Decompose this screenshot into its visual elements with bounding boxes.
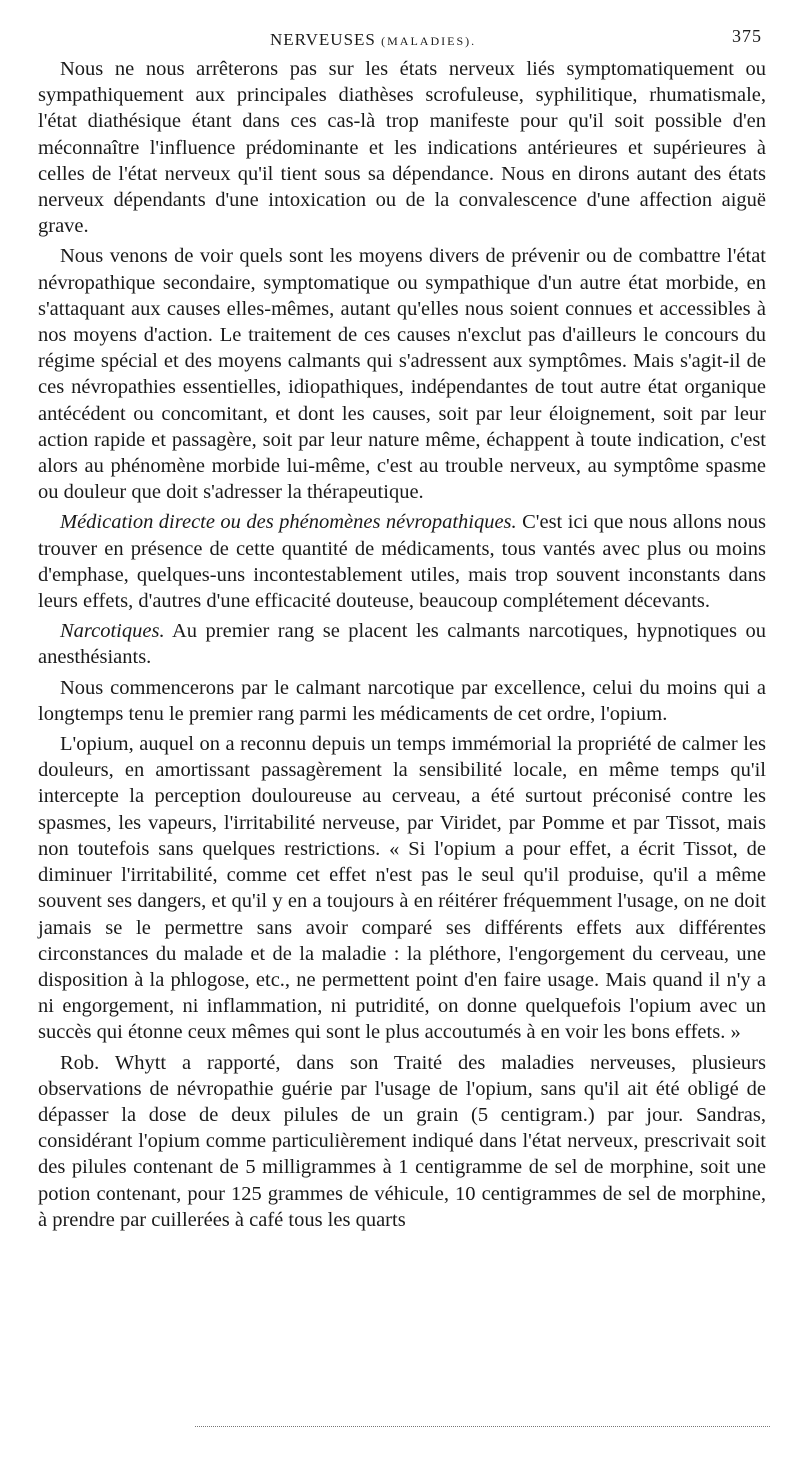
book-page xyxy=(38,20,766,1237)
paragraph-text: Nous commencerons par le calmant narcotique par excellence, celui du moins qui a longtemps tenu le premier rang parmi les médicaments de cet ordre, l'opium. xyxy=(38,676,766,725)
paragraph xyxy=(38,731,766,1045)
page-number: 375 xyxy=(732,26,762,46)
paragraph xyxy=(38,1050,766,1233)
paragraph-text: Rob. Whytt a rapporté, dans son Traité des maladies nerveuses, plusieurs observations de névropathie guérie par l'usage de l'opium, sans qu'il ait été obligé de dépasser la dose de deux pilules de un grain (5 centigram.) par jour. Sandras, considérant l'opium comme particulièrement indiqué dans l'état nerveux, prescrivait soit des pilules contenant de 5 milligrammes à 1 centigramme de sel de morphine, soit une potion contenant, pour 125 grammes de véhicule, 10 centigrammes de sel de morphine, à prendre par cuillerées à café tous les quarts xyxy=(38,1051,766,1231)
paragraph-lead: Médication directe ou des phénomènes névropathiques. xyxy=(60,511,517,534)
paragraph-text: Au premier rang se placent les calmants narcotiques, hypnotiques ou anesthésiants. xyxy=(38,620,766,669)
paragraph-text: Nous ne nous arrêterons pas sur les états nerveux liés symptomatiquement ou sympathiquement aux principales diathèses scrofuleuse, syphilitique, rhumatismale, l'état diathésique étant dans ces cas-là trop manifeste pour qu'il soit possible d'en méconnaître l'influence prédominante et les indications antérieures et supérieures à celles de l'état nerveux qu'il tient sous sa dépendance. Nous en dirons autant des états nerveux dépendants d'une intoxication ou de la convalescence d'une affection aiguë grave. xyxy=(38,58,766,238)
footer-dotted-rule xyxy=(195,1426,770,1427)
running-title xyxy=(270,30,476,50)
paragraph-text: C'est ici que nous allons nous trouver en présence de cette quantité de médicaments, tous vantés avec plus ou moins d'emphase, quelques-uns incontestablement utiles, mais trop souvent inconstants dans leurs effets, d'autres d'une efficacité douteuse, beaucoup complétement décevants. xyxy=(38,511,766,613)
running-title-sub: (MALADIES). xyxy=(381,34,477,48)
running-title-main: NERVEUSES xyxy=(270,30,376,49)
paragraph xyxy=(38,243,766,505)
body-text xyxy=(38,56,766,1233)
running-head xyxy=(38,20,766,56)
paragraph xyxy=(38,618,766,670)
paragraph-lead: Narcotiques. xyxy=(60,620,165,643)
paragraph-text: L'opium, auquel on a reconnu depuis un temps immémorial la propriété de calmer les douleurs, en amortissant passagèrement la sensibilité locale, en même temps qu'il intercepte la perception douloureuse au cerveau, a été surtout préconisé contre les spasmes, les vapeurs, l'irritabilité nerveuse, par Viridet, par Pomme et par Tissot, mais non toutefois sans quelques restrictions. « Si l'opium a pour effet, a écrit Tissot, de diminuer l'irritabilité, comme cet effet n'est pas le seul qu'il produise, qu'il a même souvent ses dangers, et qu'il y en a toujours à en réitérer fréquemment l'usage, on ne doit jamais se le permettre sans avoir comparé ses différents effets aux différentes circonstances du malade et de la maladie : la pléthore, l'engorgement du cerveau, une disposition à la phlogose, etc., ne permettent point d'en faire usage. Mais quand il n'y a ni engorgement, ni inflammation, ni putridité, on donne quelquefois l'opium avec un succès qui étonne ceux mêmes qui sont le plus accoutumés à en voir les bons effets. » xyxy=(38,733,766,1044)
paragraph-text: Nous venons de voir quels sont les moyens divers de prévenir ou de combattre l'état névropathique secondaire, symptomatique ou sympathique d'un autre état morbide, en s'attaquant aux causes elles-mêmes, autant qu'elles nous soient connues et accessibles à nos moyens d'action. Le traitement de ces causes n'exclut pas d'ailleurs le concours du régime spécial et des moyens calmants qui s'adressent aux symptômes. Mais s'agit-il de ces névropathies essentielles, idiopathiques, indépendantes de tout autre état organique antécédent ou concomitant, et dont les causes, soit par leur éloignement, soit par leur action rapide et passagère, soit par leur nature même, échappent à toute indication, c'est alors au phénomène morbide lui-même, c'est au trouble nerveux, au symptôme spasme ou douleur que doit s'adresser la thérapeutique. xyxy=(38,245,766,504)
paragraph xyxy=(38,509,766,614)
paragraph xyxy=(38,56,766,239)
paragraph xyxy=(38,675,766,727)
